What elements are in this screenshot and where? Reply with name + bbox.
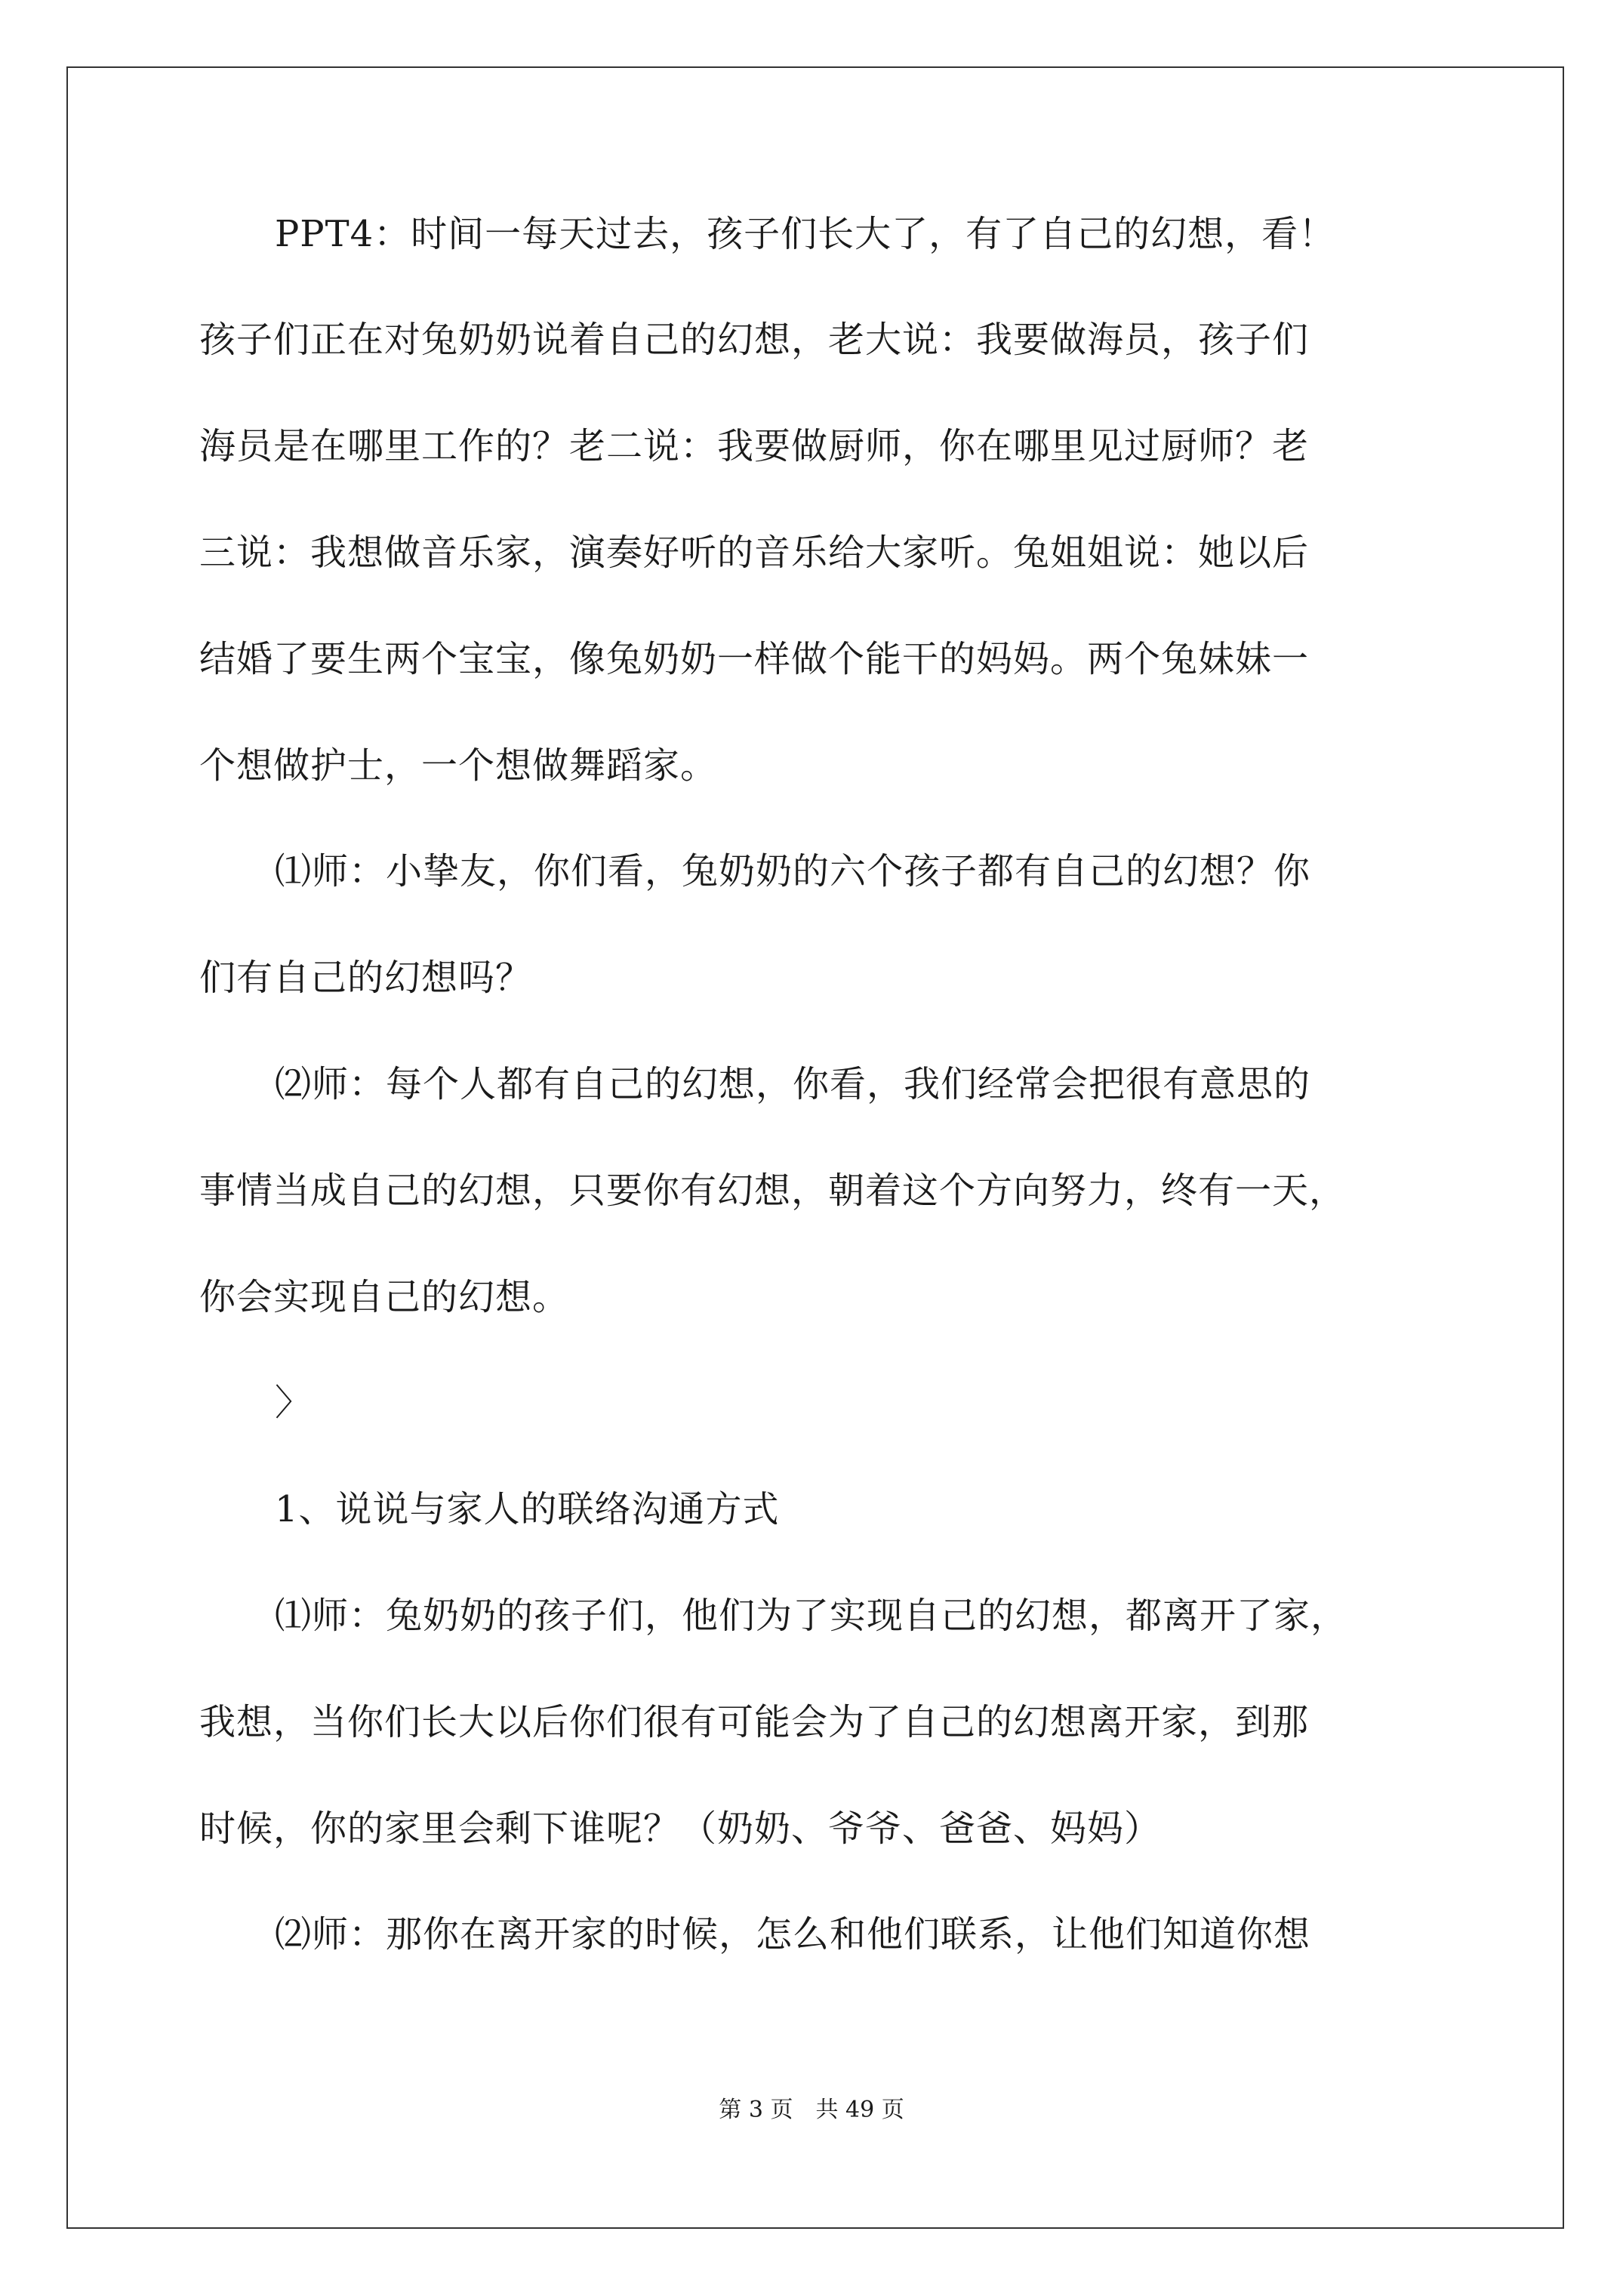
text-line: 个想做护士，一个想做舞蹈家。	[199, 744, 718, 787]
text-line: 孩子们正在对兔奶奶说着自己的幻想，老大说：我要做海员，孩子们	[199, 319, 1310, 361]
text-line: ⑴师：小挚友，你们看，兔奶奶的六个孩子都有自己的幻想？你	[275, 850, 1311, 892]
text-line: 结婚了要生两个宝宝，像兔奶奶一样做个能干的妈妈。两个兔妹妹一	[199, 638, 1310, 680]
page-number-footer: 第 3 页 共 49 页	[719, 2097, 904, 2123]
page-border	[66, 66, 1564, 2229]
text-line: ⑴师：兔奶奶的孩子们，他们为了实现自己的幻想，都离开了家，	[275, 1595, 1348, 1637]
text-line: PPT4：时间一每天过去，孩子们长大了，有了自己的幻想，看！	[275, 213, 1336, 255]
text-line: 事情当成自己的幻想，只要你有幻想，朝着这个方向努力，终有一天，	[199, 1170, 1347, 1212]
text-line: 我想，当你们长大以后你们很有可能会为了自己的幻想离开家，到那	[199, 1701, 1310, 1743]
text-line: 〉	[275, 1382, 313, 1424]
text-line: 海员是在哪里工作的？老二说：我要做厨师，你在哪里见过厨师？老	[199, 425, 1310, 467]
text-line: ⑵师：那你在离开家的时候，怎么和他们联系，让他们知道你想	[275, 1913, 1311, 1955]
text-line: ⑵师：每个人都有自己的幻想，你看，我们经常会把很有意思的	[275, 1063, 1311, 1105]
text-line: 三说：我想做音乐家，演奏好听的音乐给大家听。兔姐姐说：她以后	[199, 532, 1310, 574]
text-line: 们有自己的幻想吗？	[199, 957, 533, 999]
text-line: 你会实现自己的幻想。	[199, 1276, 570, 1318]
section-heading: 1、说说与家人的联络沟通方式	[275, 1488, 780, 1530]
text-line: 时候，你的家里会剩下谁呢？（奶奶、爷爷、爸爸、妈妈）	[199, 1808, 1162, 1850]
